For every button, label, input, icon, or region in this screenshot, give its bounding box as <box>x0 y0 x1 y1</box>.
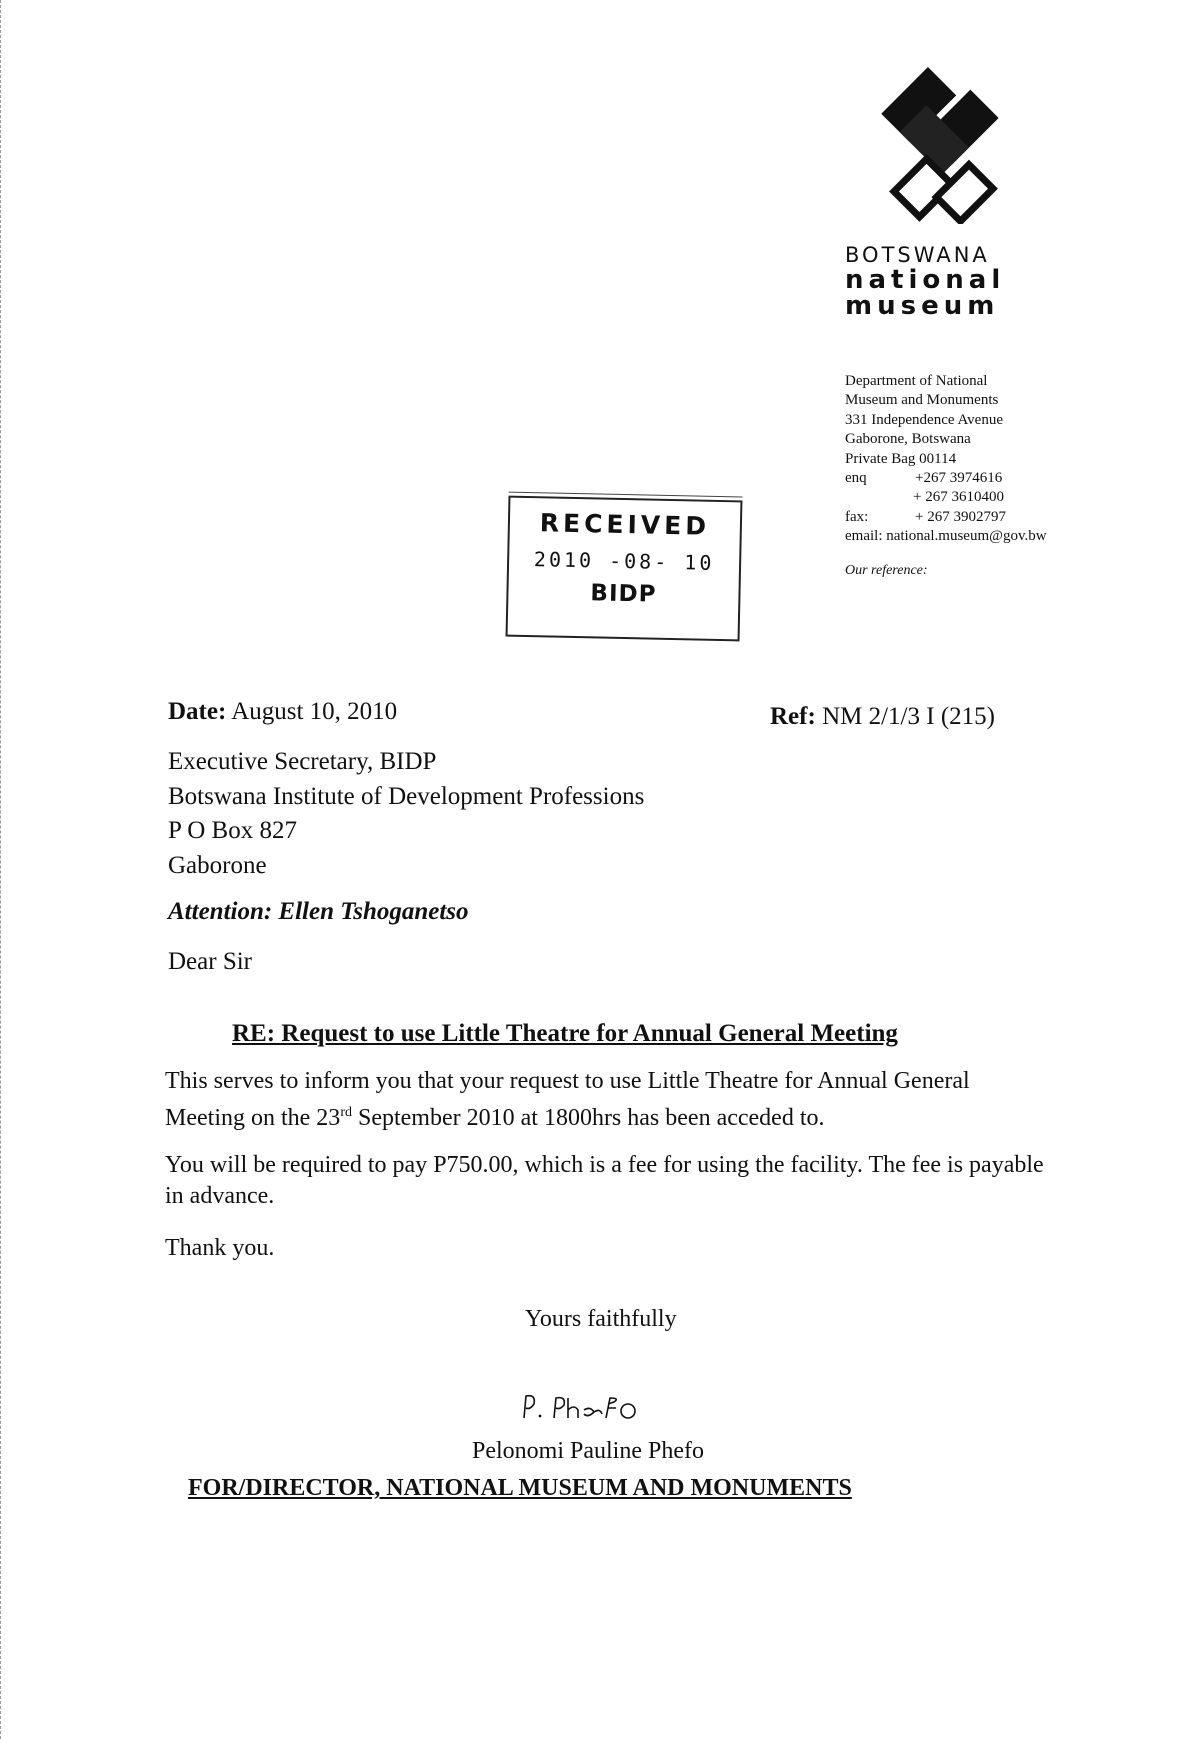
address-line: Gaborone, Botswana <box>845 431 971 448</box>
received-stamp <box>506 496 743 642</box>
paragraph-1-text-a: This serves to inform you that your request to use Little Theatre for Annual General Meeting on the 23 <box>165 1068 970 1131</box>
recipient-address <box>168 745 644 883</box>
logo-wordmark <box>845 243 1035 319</box>
reference-line <box>770 703 995 731</box>
logo-line-national: national <box>845 265 1006 295</box>
fax-label: fax: <box>845 508 869 525</box>
recipient-line: Gaborone <box>168 851 267 879</box>
enq-label: enq <box>845 470 867 487</box>
enq-number-2: + 267 3610400 <box>913 489 1004 506</box>
sender-address-block <box>845 372 1105 580</box>
our-reference-label: Our reference: <box>845 562 928 578</box>
enq-row <box>845 469 1105 488</box>
signer-title: FOR/DIRECTOR, NATIONAL MUSEUM AND MONUMENTS <box>188 1475 852 1501</box>
body-paragraph-1 <box>165 1066 1050 1134</box>
stamp-org: BIDP <box>590 580 657 608</box>
closing-line: Yours faithfully <box>525 1306 677 1332</box>
attention-line: Attention: Ellen Tshoganetso <box>168 898 469 925</box>
body-paragraph-2: You will be required to pay P750.00, which is a fee for using the facility. The fee is payable in advance. <box>165 1152 1044 1209</box>
date-label: Date: <box>168 698 227 725</box>
address-line: Museum and Monuments <box>845 392 999 409</box>
thanks-line: Thank you. <box>165 1235 275 1261</box>
enq-number-1: +267 3974616 <box>915 470 1003 487</box>
logo-line-botswana: BOTSWANA <box>845 243 990 267</box>
ref-label: Ref: <box>770 703 816 730</box>
email-line: email: national.museum@gov.bw <box>845 528 1047 545</box>
fax-number: + 267 3902797 <box>915 508 1006 525</box>
subject-line: RE: Request to use Little Theatre for Annual General Meeting <box>232 1020 898 1047</box>
logo-line-museum: museum <box>845 291 1000 321</box>
address-line: Private Bag 00114 <box>845 450 957 467</box>
signer-name: Pelonomi Pauline Phefo <box>472 1438 704 1464</box>
stamp-date: 2010 -08- 10 <box>533 547 715 575</box>
recipient-line: Executive Secretary, BIDP <box>168 748 437 775</box>
recipient-line: Botswana Institute of Development Professions <box>168 782 645 810</box>
scan-edge <box>0 0 4 1739</box>
date-value: August 10, 2010 <box>231 698 398 725</box>
ordinal-suffix: rd <box>340 1105 352 1120</box>
botswana-national-museum-logo-icon <box>840 64 1030 224</box>
address-line: 331 Independence Avenue <box>845 411 1003 428</box>
enq-row-2 <box>845 488 1105 507</box>
salutation: Dear Sir <box>168 948 252 975</box>
stamp-top-line <box>509 492 743 498</box>
address-line: Department of National <box>845 373 988 389</box>
handwritten-signature <box>516 1388 646 1428</box>
paragraph-1-text-b: September 2010 at 1800hrs has been acceded to. <box>351 1105 825 1131</box>
stamp-received-text: RECEIVED <box>539 508 711 541</box>
recipient-line: P O Box 827 <box>168 817 297 844</box>
ref-value: NM 2/1/3 I (215) <box>822 703 995 730</box>
fax-row <box>845 508 1105 527</box>
date-line <box>168 698 397 726</box>
